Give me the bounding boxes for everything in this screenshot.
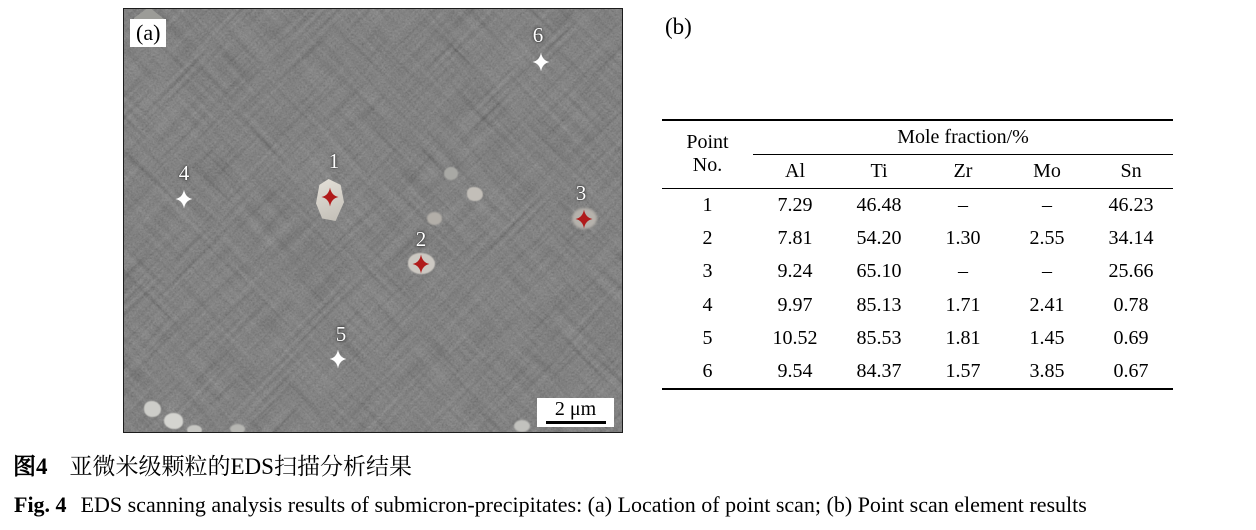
scan-cross-2-icon xyxy=(412,254,430,274)
cell-ti: 54.20 xyxy=(856,226,902,249)
precipitate-blob xyxy=(467,187,483,201)
scale-bar-label: 2 μm xyxy=(554,398,597,420)
cell-al: 7.29 xyxy=(777,193,813,216)
cell-zr: 1.57 xyxy=(945,360,981,383)
scan-cross-5-icon xyxy=(329,349,347,369)
scan-cross-6-icon xyxy=(532,52,550,72)
col-header-point: Point xyxy=(686,131,729,154)
caption-zh-figure-number: 图4 xyxy=(13,454,48,479)
cell-ti: 85.13 xyxy=(856,293,902,316)
col-header-zr: Zr xyxy=(921,154,1005,188)
cell-ti: 85.53 xyxy=(856,327,902,350)
table-row xyxy=(662,222,1173,256)
cell-ti: 84.37 xyxy=(856,360,902,383)
cell-mo: 2.55 xyxy=(1029,226,1065,249)
group-header-mole-fraction: Mole fraction/% xyxy=(753,120,1173,154)
cell-sn: 0.67 xyxy=(1113,360,1149,383)
cell-point: 1 xyxy=(702,193,713,216)
precipitate-blob xyxy=(514,420,530,432)
cell-al: 9.24 xyxy=(777,260,813,283)
cell-point: 5 xyxy=(702,327,713,350)
cell-mo: – xyxy=(1042,193,1052,216)
caption-english xyxy=(14,490,1087,520)
sem-micrograph-panel xyxy=(123,8,623,433)
cell-sn: 0.69 xyxy=(1113,327,1149,350)
col-header-al: Al xyxy=(753,154,837,188)
cell-sn: 0.78 xyxy=(1113,293,1149,316)
cell-point: 4 xyxy=(702,293,713,316)
point-label-6: 6 xyxy=(532,23,544,47)
sem-texture xyxy=(124,9,623,433)
col-header-point-no xyxy=(662,120,753,188)
precipitate-blob xyxy=(427,212,442,225)
panel-b-label: (b) xyxy=(665,14,692,39)
cell-zr: 1.71 xyxy=(945,293,981,316)
caption-en-text: EDS scanning analysis results of submicron-precipitates: (a) Location of point scan; (b) Point scan element results xyxy=(80,492,1087,517)
caption-zh-text: 亚微米级颗粒的EDS扫描分析结果 xyxy=(69,454,412,479)
scan-cross-3-icon xyxy=(575,209,593,229)
cell-sn: 46.23 xyxy=(1108,193,1154,216)
col-header-sn: Sn xyxy=(1089,154,1173,188)
col-header-mo: Mo xyxy=(1005,154,1089,188)
table-row xyxy=(662,289,1173,323)
scale-bar-line xyxy=(546,421,606,424)
cell-point: 6 xyxy=(702,360,713,383)
col-header-no: No. xyxy=(692,154,723,177)
precipitate-blob xyxy=(230,424,245,433)
cell-al: 9.54 xyxy=(777,360,813,383)
point-label-5: 5 xyxy=(335,322,347,346)
table-row xyxy=(662,322,1173,356)
precipitate-blob xyxy=(187,425,202,433)
caption-en-figure-number: Fig. 4 xyxy=(14,492,67,517)
point-label-1: 1 xyxy=(328,149,340,173)
cell-sn: 34.14 xyxy=(1108,226,1154,249)
cell-point: 3 xyxy=(702,260,713,283)
precipitate-blob xyxy=(444,167,458,180)
cell-al: 10.52 xyxy=(772,327,818,350)
eds-results-table xyxy=(662,119,1173,390)
caption-chinese xyxy=(13,452,412,482)
cell-point: 2 xyxy=(702,226,713,249)
cell-mo: 1.45 xyxy=(1029,327,1065,350)
cell-mo: 2.41 xyxy=(1029,293,1065,316)
cell-zr: – xyxy=(958,193,968,216)
scan-cross-4-icon xyxy=(175,189,193,209)
cell-sn: 25.66 xyxy=(1108,260,1154,283)
point-label-3: 3 xyxy=(575,181,587,205)
cell-mo: – xyxy=(1042,260,1052,283)
precipitate-blob xyxy=(164,413,183,429)
cell-al: 9.97 xyxy=(777,293,813,316)
table-row xyxy=(662,255,1173,289)
table-row xyxy=(662,356,1173,390)
cell-zr: – xyxy=(958,260,968,283)
precipitate-blob xyxy=(144,401,161,417)
scale-bar xyxy=(537,398,614,427)
cell-zr: 1.30 xyxy=(945,226,981,249)
cell-zr: 1.81 xyxy=(945,327,981,350)
point-label-4: 4 xyxy=(178,161,190,185)
cell-mo: 3.85 xyxy=(1029,360,1065,383)
col-header-ti: Ti xyxy=(837,154,921,188)
point-label-2: 2 xyxy=(415,227,427,251)
cell-al: 7.81 xyxy=(777,226,813,249)
cell-ti: 65.10 xyxy=(856,260,902,283)
scan-cross-1-icon xyxy=(321,187,339,207)
panel-a-label: (a) xyxy=(130,19,166,47)
table-row xyxy=(662,188,1173,222)
cell-ti: 46.48 xyxy=(856,193,902,216)
